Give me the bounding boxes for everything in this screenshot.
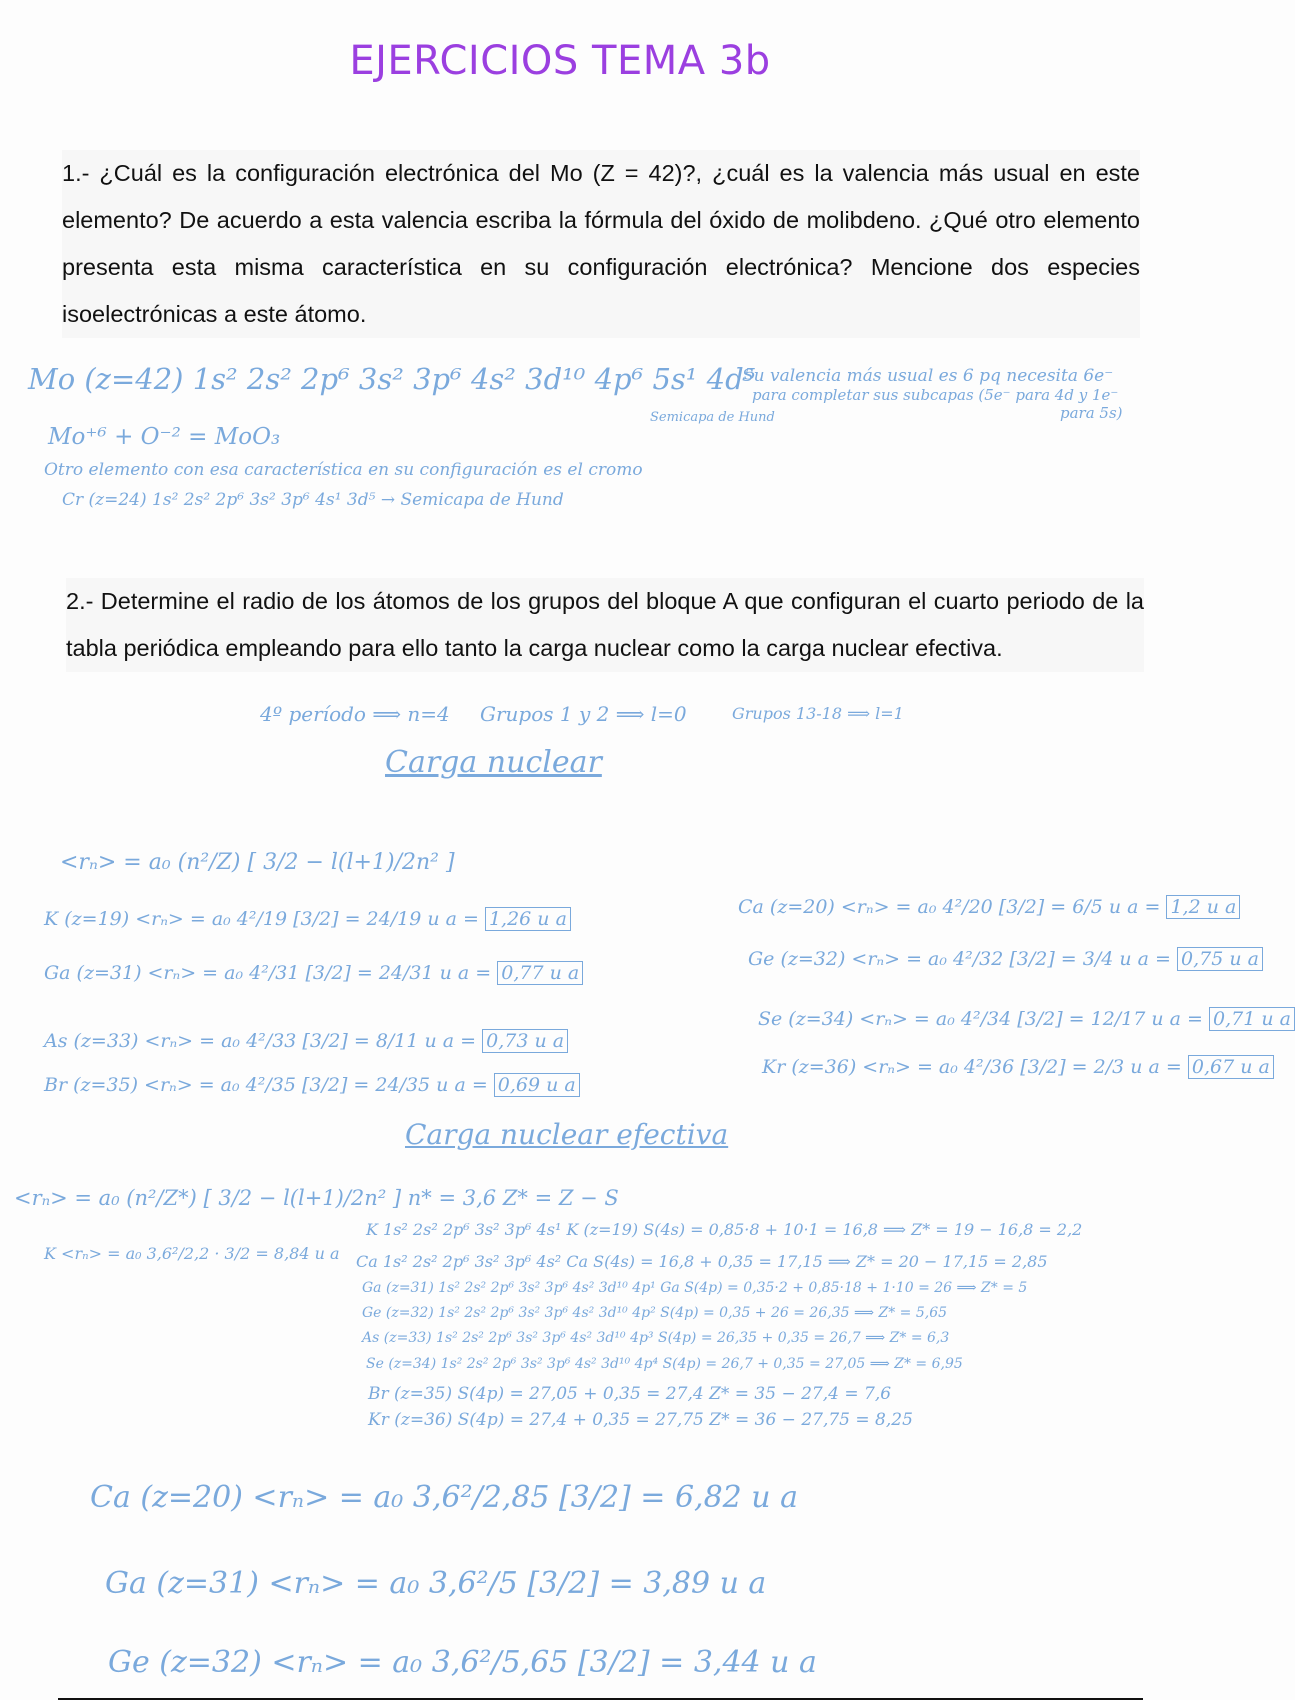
radius-result-kr: 0,67 u a [1188, 1055, 1274, 1079]
heading-carga-nuclear: Carga nuclear [385, 745, 602, 780]
radius-result-ge: 0,75 u a [1177, 947, 1263, 971]
question-1: 1.- ¿Cuál es la configuración electrónica del Mo (Z = 42)?, ¿cuál es la valencia más usual en este elemento? De acuerdo a esta valencia escriba la fórmula del óxido de molibdeno. ¿Qué otro elemento presenta esta misma característica en su configuración electrónica? Mencione dos especies isoelectrónicas a este átomo. [62, 150, 1140, 338]
radius-result-as: 0,73 u a [482, 1029, 568, 1053]
radius-result-br: 0,69 u a [494, 1073, 580, 1097]
final-radius-ga: Ga (z=31) <rₙ> = a₀ 3,6²/5 [3/2] = 3,89 u a [105, 1566, 767, 1601]
radius-row-ge: Ge (z=32) <rₙ> = a₀ 4²/32 [3/2] = 3/4 u a = 0,75 u a [748, 948, 1200, 970]
grupos-13-18-note: Grupos 13-18 ⟹ l=1 [732, 704, 904, 723]
radius-row-ga: Ga (z=31) <rₙ> = a₀ 4²/31 [3/2] = 24/31 u a = 0,77 u a [44, 962, 583, 984]
page-title: EJERCICIOS TEMA 3b [349, 38, 771, 84]
radius-result-k: 1,26 u a [485, 907, 571, 931]
slater-line-ge: Ge (z=32) 1s² 2s² 2p⁶ 3s² 3p⁶ 4s² 3d¹⁰ 4p² S(4p) = 0,35 + 26 = 26,35 ⟹ Z* = 5,65 [362, 1305, 948, 1321]
grupos-1-2-note: Grupos 1 y 2 ⟹ l=0 [480, 702, 687, 726]
slater-line-k: K 1s² 2s² 2p⁶ 3s² 3p⁶ 4s¹ K (z=19) S(4s) = 0,85·8 + 10·1 = 16,8 ⟹ Z* = 19 − 16,8 = 2,2 [366, 1220, 1083, 1239]
valencia-note-line-3: para 5s) [1060, 404, 1123, 422]
final-radius-ge: Ge (z=32) <rₙ> = a₀ 3,6²/5,65 [3/2] = 3,44 u a [108, 1645, 817, 1680]
radius-row-br: Br (z=35) <rₙ> = a₀ 4²/35 [3/2] = 24/35 u a = 0,69 u a [44, 1074, 580, 1096]
other-element-line-2: Cr (z=24) 1s² 2s² 2p⁶ 3s² 3p⁶ 4s¹ 3d⁵ → Semicapa de Hund [62, 490, 564, 510]
other-element-line-1: Otro elemento con esa característica en su configuración es el cromo [44, 460, 643, 480]
periodo-note: 4º período ⟹ n=4 [260, 702, 450, 726]
formula-carga-nuclear: <rₙ> = a₀ (n²/Z) [ 3/2 − l(l+1)/2n² ] [60, 850, 455, 875]
k-effective-radius: K <rₙ> = a₀ 3,6²/2,2 · 3/2 = 8,84 u a [44, 1244, 340, 1263]
valencia-note-line-1: Su valencia más usual es 6 pq necesita 6e⁻ [742, 366, 1114, 386]
mo-electron-configuration: Mo (z=42) 1s² 2s² 2p⁶ 3s² 3p⁶ 4s² 3d¹⁰ 4p⁶ 5s¹ 4d⁵ [28, 362, 756, 396]
oxide-formula: Mo⁺⁶ + O⁻² = MoO₃ [48, 424, 281, 450]
heading-carga-nuclear-efectiva: Carga nuclear efectiva [405, 1118, 729, 1151]
slater-line-kr: Kr (z=36) S(4p) = 27,4 + 0,35 = 27,75 Z* = 36 − 27,75 = 8,25 [368, 1410, 913, 1430]
slater-line-br: Br (z=35) S(4p) = 27,05 + 0,35 = 27,4 Z* = 35 − 27,4 = 7,6 [368, 1384, 892, 1404]
radius-row-as: As (z=33) <rₙ> = a₀ 4²/33 [3/2] = 8/11 u a = 0,73 u a [44, 1030, 568, 1052]
valencia-note-line-2: para completar sus subcapas (5e⁻ para 4d y 1e⁻ [752, 386, 1119, 404]
slater-line-se: Se (z=34) 1s² 2s² 2p⁶ 3s² 3p⁶ 4s² 3d¹⁰ 4p⁴ S(4p) = 26,7 + 0,35 = 27,05 ⟹ Z* = 6,95 [366, 1356, 963, 1372]
slater-line-as: As (z=33) 1s² 2s² 2p⁶ 3s² 3p⁶ 4s² 3d¹⁰ 4p³ S(4p) = 26,35 + 0,35 = 26,7 ⟹ Z* = 6,3 [362, 1330, 950, 1346]
formula-carga-efectiva: <rₙ> = a₀ (n²/Z*) [ 3/2 − l(l+1)/2n² ] n* = 3,6 Z* = Z − S [14, 1186, 619, 1210]
question-2: 2.- Determine el radio de los átomos de los grupos del bloque A que configuran el cuarto periodo de la tabla periódica empleando para ello tanto la carga nuclear como la carga nuclear efectiva. [66, 578, 1144, 672]
radius-result-ca: 1,2 u a [1166, 895, 1240, 919]
radius-row-ca: Ca (z=20) <rₙ> = a₀ 4²/20 [3/2] = 6/5 u a = 1,2 u a [738, 896, 1200, 918]
radius-result-se: 0,71 u a [1209, 1007, 1295, 1031]
radius-row-kr: Kr (z=36) <rₙ> = a₀ 4²/36 [3/2] = 2/3 u a = 0,67 u a [762, 1056, 1200, 1078]
radius-result-ga: 0,77 u a [497, 961, 583, 985]
slater-line-ga: Ga (z=31) 1s² 2s² 2p⁶ 3s² 3p⁶ 4s² 3d¹⁰ 4p¹ Ga S(4p) = 0,35·2 + 0,85·18 + 1·10 = 26 ⟹ Z* = 5 [362, 1280, 1028, 1296]
radius-row-se: Se (z=34) <rₙ> = a₀ 4²/34 [3/2] = 12/17 u a = 0,71 u a [758, 1008, 1200, 1030]
slater-line-ca: Ca 1s² 2s² 2p⁶ 3s² 3p⁶ 4s² Ca S(4s) = 16,8 + 0,35 = 17,15 ⟹ Z* = 20 − 17,15 = 2,85 [356, 1252, 1048, 1271]
final-radius-ca: Ca (z=20) <rₙ> = a₀ 3,6²/2,85 [3/2] = 6,82 u a [90, 1480, 799, 1515]
semicapa-note: Semicapa de Hund [650, 410, 775, 425]
radius-row-k: K (z=19) <rₙ> = a₀ 4²/19 [3/2] = 24/19 u a = 1,26 u a [44, 908, 571, 930]
